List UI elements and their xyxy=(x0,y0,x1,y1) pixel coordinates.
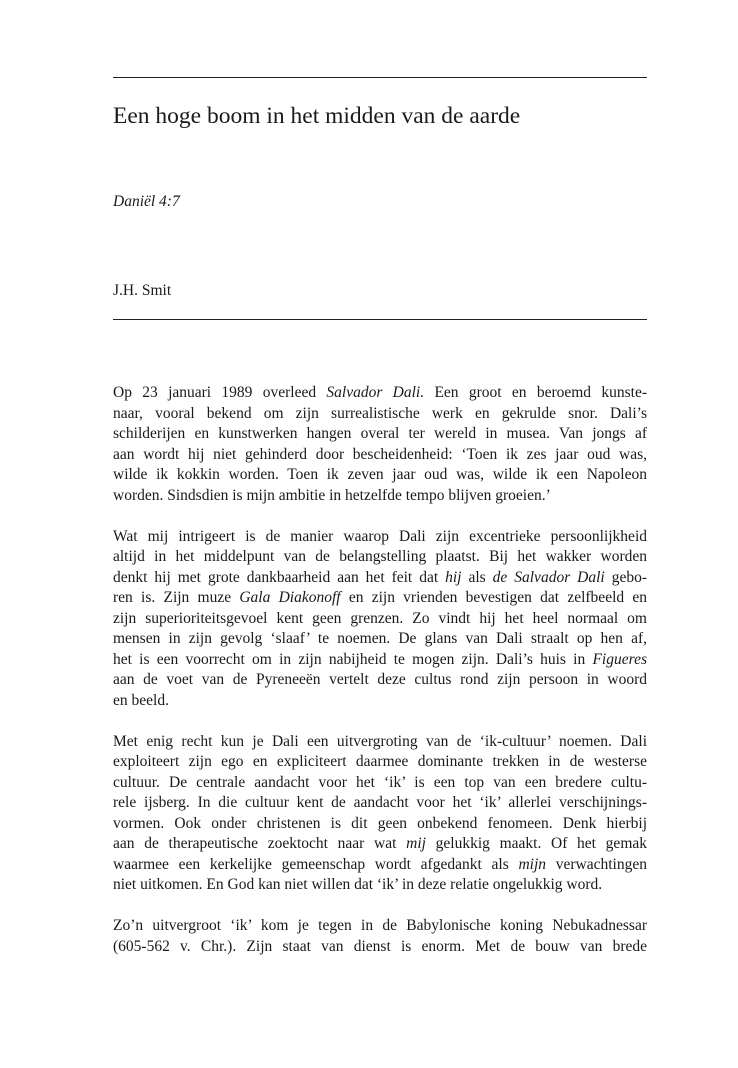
author-name: J.H. Smit xyxy=(113,282,172,299)
text-run: verwachtingen xyxy=(546,855,647,873)
bottom-rule xyxy=(113,319,647,320)
text-line xyxy=(113,609,647,630)
text-run: gelukkig maakt. Of het gemak xyxy=(425,835,647,852)
text-run: ren is. Zijn muze xyxy=(113,589,240,606)
text-run: en zijn vrienden bevestigen dat zelfbeeld en xyxy=(340,589,647,606)
text-run: Op 23 januari 1989 overleed xyxy=(113,384,327,401)
article-title: Een hoge boom in het midden van de aarde xyxy=(113,103,521,129)
text-line xyxy=(113,465,647,486)
text-line xyxy=(113,691,647,712)
paragraph xyxy=(113,732,647,896)
text-run: aan wordt hij niet gehinderd door bescheidenheid: ‘Toen ik zes jaar oud was, xyxy=(113,445,647,463)
text-line xyxy=(113,834,647,855)
text-line xyxy=(113,793,647,814)
italic-text: mijn xyxy=(518,855,547,873)
text-run: Wat mij intrigeert is de manier waarop Dali zijn excentrieke persoonlijkheid xyxy=(113,527,647,545)
text-line xyxy=(113,752,647,773)
text-run: naar, vooral bekend om zijn surrealistische werk en gekrulde snor. Dali’s xyxy=(113,404,647,422)
text-run: het is een voorrecht om in zijn nabijheid te mogen zijn. Dali’s huis in xyxy=(113,650,593,668)
italic-text: mij xyxy=(406,835,426,852)
text-line xyxy=(113,404,647,425)
text-run: gebo- xyxy=(604,568,648,586)
italic-text: Gala Diakonoff xyxy=(239,589,341,606)
text-line xyxy=(113,588,647,609)
body-text xyxy=(113,383,647,978)
italic-text: Salvador Dali. xyxy=(326,384,425,401)
top-rule xyxy=(113,77,647,78)
bible-reference: Daniël 4:7 xyxy=(113,193,180,210)
text-run: (605-562 v. Chr.). Zijn staat van dienst is enorm. Met de bouw van brede xyxy=(113,937,647,955)
text-line xyxy=(113,445,647,466)
text-line xyxy=(113,814,647,835)
text-line xyxy=(113,486,647,507)
text-line xyxy=(113,568,647,589)
text-run: exploiteert zijn ego en expliciteert daarmee dominante trekken in de westerse xyxy=(113,753,647,770)
text-run: denkt hij met grote dankbaarheid aan het feit dat xyxy=(113,568,446,586)
text-line xyxy=(113,773,647,794)
text-run: aan de voet van de Pyreneeën vertelt deze cultus rond zijn persoon in woord xyxy=(113,671,647,688)
text-run: als xyxy=(461,568,493,586)
text-run: worden. Sindsdien is mijn ambitie in hetzelfde tempo blijven groeien.’ xyxy=(113,486,551,504)
text-run: cultuur. De centrale aandacht voor het ‘ik’ is een top van een bredere cultu- xyxy=(113,773,647,791)
text-line xyxy=(113,383,647,404)
text-run: zijn superioriteitsgevoel kent geen grenzen. Zo vindt hij het heel normaal om xyxy=(113,609,647,627)
text-run: aan de therapeutische zoektocht naar wat xyxy=(113,835,407,852)
italic-text: Figueres xyxy=(592,650,647,668)
paragraph xyxy=(113,383,647,506)
text-run: Met enig recht kun je Dali een uitvergroting van de ‘ik-cultuur’ noemen. Dali xyxy=(113,732,647,750)
text-run: mensen in zijn gevolg ‘slaaf’ te noemen. De glans van Dali straalt op hen af, xyxy=(113,630,647,647)
text-line xyxy=(113,937,647,958)
page xyxy=(113,0,647,1068)
italic-text: de Salvador Dali xyxy=(492,568,605,586)
text-run: rele ijsberg. In die cultuur kent de aandacht voor het ‘ik’ allerlei verschijnings- xyxy=(113,794,647,811)
text-line xyxy=(113,650,647,671)
text-line xyxy=(113,670,647,691)
text-line xyxy=(113,527,647,548)
paragraph xyxy=(113,916,647,957)
text-run: altijd in het middelpunt van de belangstelling plaatst. Bij het wakker worden xyxy=(113,548,647,565)
text-run: waarmee een kerkelijke gemeenschap wordt afgedankt als xyxy=(113,855,519,873)
text-line xyxy=(113,875,647,896)
text-run: niet uitkomen. En God kan niet willen dat ‘ik’ in deze relatie ongelukkig word. xyxy=(113,876,603,893)
text-run: wilde ik kokkin worden. Toen ik zeven jaar oud was, wilde ik een Napoleon xyxy=(113,466,647,483)
text-run: Zo’n uitvergroot ‘ik’ kom je tegen in de Babylonische koning Nebukadnessar xyxy=(113,917,647,934)
text-line xyxy=(113,855,647,876)
text-line xyxy=(113,916,647,937)
paragraph xyxy=(113,527,647,712)
text-run: vormen. Ook onder christenen is dit geen onbekend fenomeen. Denk hierbij xyxy=(113,814,647,832)
text-line xyxy=(113,547,647,568)
italic-text: hij xyxy=(445,568,462,586)
text-line xyxy=(113,424,647,445)
text-run: schilderijen en kunstwerken hangen overal ter wereld in musea. Van jongs af xyxy=(113,425,647,442)
text-run: Een groot en beroemd kunste- xyxy=(424,384,647,401)
text-run: en beeld. xyxy=(113,691,169,709)
text-line xyxy=(113,629,647,650)
text-line xyxy=(113,732,647,753)
